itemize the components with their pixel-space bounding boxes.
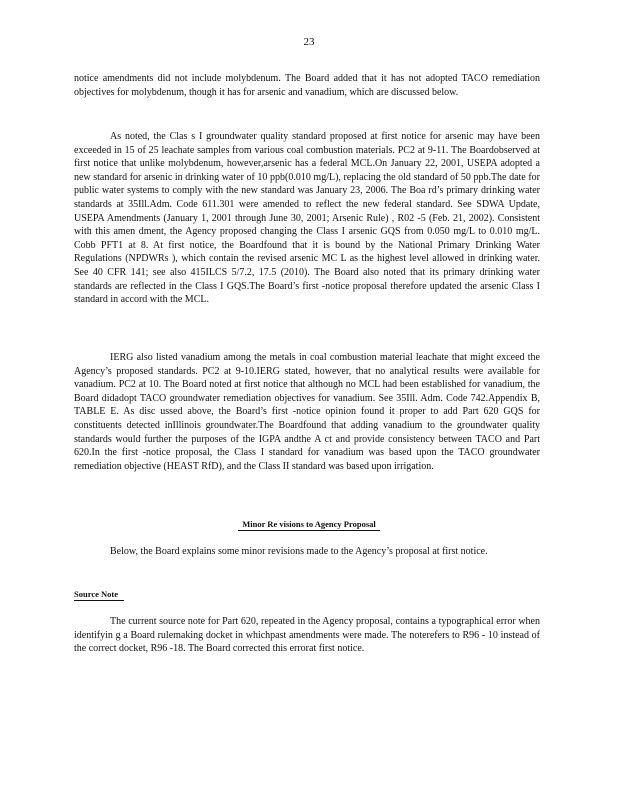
paragraph-text: As noted, the Clas s I groundwater quality standard proposed at first notice for arsenic may have been exceeded in 15 of 25 leachate samples from various coal combustion materials. PC2 at 9-11. The Boardobserved at first notice that unlike molybdenum, however,arsenic has a federal MCL.On January 22, 2001, USEPA adopted a new standard for arsenic in drinking water of 10 ppb(0.010 mg/L), replacing the old standard of 50 ppb.The date for public water systems to comply with the new standard was January 23, 2006. The Boa rd’s primary drinking water standards at 35Ill.Adm. Code 611.301 were amended to reflect the new federal standard. See SDWA Update, USEPA Amendments (January 1, 2001 through June 30, 2001; Arsenic Rule) , R02 -5 (Feb. 21, 2002). Consistent with this amen dment, the Agency proposed changing the Class I arsenic GQS from 0.050 mg/L to 0.010 mg/L. Cobb PFT1 at 8. At first notice, the Boardfound that it is bound by the National Primary Drinking Water Regulations (NPDWRs ), which contain the revised arsenic MC L as the highest level allowed in drinking water. See 40 CFR 141; see also 415ILCS 5/7.2, 17.5 (2010). The Board also noted that its primary drinking water standards are reflected in the Class I GQS.The Board’s first -notice proposal therefore updated the arsenic Class I standard in accord with the MCL. <box>74 131 540 306</box>
paragraph-text: IERG also listed vanadium among the metals in coal combustion material leachate that might exceed the Agency’s proposed standards. PC2 at 9-10.IERG stated, however, that no analytical results were available for vanadium. PC2 at 10. The Board noted at first notice that although no MCL had been established for vanadium, the Board didadopt TACO groundwater remediation objectives for vanadium. See 35Ill. Adm. Code 742.Appendix B, TABLE E. As disc ussed above, the Board’s first -notice opinion found it proper to add Part 620 GQS for constituents detected inIllinois groundwater.The Boardfound that adding vanadium to the groundwater quality standards would further the purposes of the IGPA andthe A ct and provide consistency between TACO and Part 620.In the first -notice proposal, the Class I standard for vanadium was based upon the TACO groundwater remediation objective (HEAST RfD), and the Class II standard was based upon irrigation. <box>74 352 540 472</box>
page-number: 23 <box>303 36 315 48</box>
paragraph-molybdenum-conclusion <box>74 72 540 99</box>
paragraph-minor-revisions-intro <box>74 545 540 559</box>
paragraph-vanadium <box>74 351 540 473</box>
paragraph-arsenic <box>74 130 540 307</box>
paragraph-source-note <box>74 615 540 656</box>
section-heading-source-note <box>74 589 124 601</box>
paragraph-text: notice amendments did not include molybdenum. The Board added that it has not adopted TACO remediation objectives for molybdenum, though it has for arsenic and vanadium, which are discussed below. <box>74 73 540 98</box>
heading-text: Source Note <box>74 589 124 601</box>
paragraph-text: The current source note for Part 620, repeated in the Agency proposal, contains a typographical error when identifyin g a Board rulemaking docket in whichpast amendments were made. The noterefers to R96 - 10 instead of the correct docket, R96 -18. The Board corrected this errorat first notice. <box>74 616 540 655</box>
section-heading-minor-revisions <box>0 519 618 531</box>
paragraph-text: Below, the Board explains some minor revisions made to the Agency’s proposal at first notice. <box>110 546 488 557</box>
heading-text: Minor Re visions to Agency Proposal <box>238 519 380 531</box>
